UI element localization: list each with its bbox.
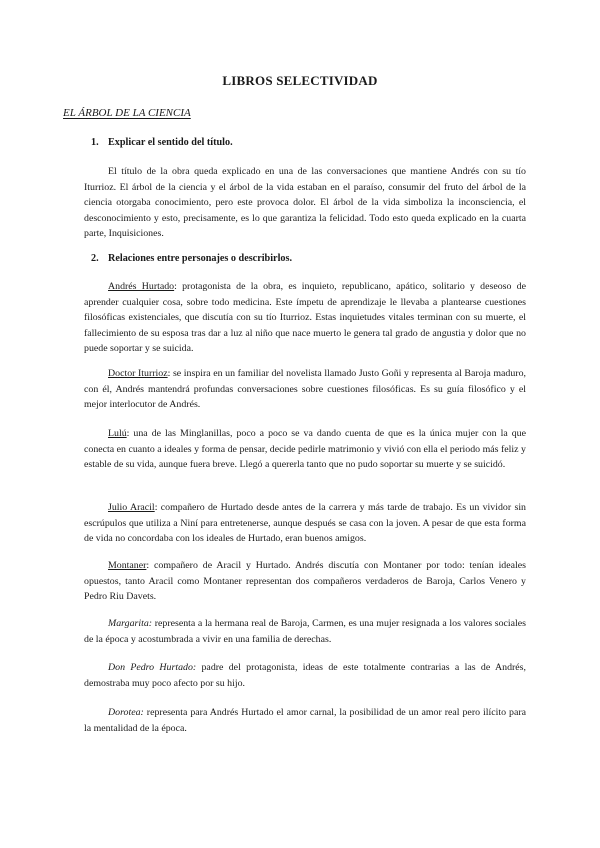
character-description: : se inspira en un familiar del novelista llamado Justo Goñi y representa al Baroja maduro, con él, Andrés mantendrá profundas conversaciones sobre cuestiones filosóficas. Es su guía filosófico y el mejor interlocutor de Andrés. (84, 368, 526, 411)
character-name: Don Pedro Hurtado: (108, 662, 197, 673)
section-heading-text: Relaciones entre personajes o describirlos. (108, 253, 293, 264)
character-paragraph-margarita (84, 616, 526, 647)
character-description: representa para Andrés Hurtado el amor carnal, la posibilidad de un amor real pero ilícito para la mentalidad de la época. (84, 707, 526, 734)
character-paragraph-dorotea (84, 705, 526, 736)
character-name: Montaner (108, 560, 147, 571)
book-title: EL ÁRBOL DE LA CIENCIA (63, 107, 191, 119)
character-description: representa a la hermana real de Baroja, Carmen, es una mujer resignada a los valores sociales de la época y acostumbrada a vivir en una familia de derechas. (84, 618, 526, 645)
section-heading-1 (91, 137, 233, 148)
section-heading-text: Explicar el sentido del título. (108, 137, 233, 148)
character-description: : compañero de Hurtado desde antes de la carrera y más tarde de trabajo. Es un vividor sin escrúpulos que utiliza a Niní para entretenerse, aunque después se casa con la joven. A pesar de que esta forma de vida no concordaba con los ideales de Hurtado, eran buenos amigos. (84, 502, 526, 545)
character-paragraph-andres (84, 279, 526, 357)
character-description: : compañero de Aracil y Hurtado. Andrés discutía con Montaner por todo: tenían ideales opuestos, tanto Aracil como Montaner representan dos compañeros verdaderos de Baroja, Carlos Venero y Pedro Riu Davets. (84, 560, 526, 603)
character-name: Julio Aracil (108, 502, 155, 513)
character-name: Andrés Hurtado (108, 281, 175, 292)
section-heading-2 (91, 253, 292, 264)
character-description: : protagonista de la obra, es inquieto, republicano, apático, solitario y deseoso de aprender cualquier cosa, sobre todo medicina. Este ímpetu de aprendizaje le llevaba a plantearse cuestiones filosóficas existenciales, que discutía con su tío Iturrioz. Estas inquietudes vitales terminan con su muerte, el fallecimiento de su esposa tras dar a luz al niño que nace muerto le genera tal grado de angustia y dolor que no puede soportar y se suicida. (84, 281, 526, 355)
character-name: Dorotea: (108, 707, 144, 718)
character-name: Lulú (108, 428, 127, 439)
document-title: LIBROS SELECTIVIDAD (222, 73, 378, 88)
section-1-paragraph: El título de la obra queda explicado en una de las conversaciones que mantiene Andrés con su tío Iturrioz. El árbol de la ciencia y el árbol de la vida estaban en el paraíso, consumir del fruto del árbol de la ciencia otorgaba conocimiento, pero este provoca dolor. El árbol de la vida simboliza la inconsciencia, el desconocimiento y esto, precisamente, es lo que garantiza la felicidad. Todo esto queda explicado en la cuarta parte, Inquisiciones. (84, 166, 526, 240)
character-paragraph-montaner (84, 558, 526, 605)
section-number: 1. (91, 137, 99, 148)
character-name: Doctor Iturrioz (108, 368, 168, 379)
character-paragraph-aracil (84, 500, 526, 547)
character-description: : una de las Minglanillas, poco a poco se va dando cuenta de que es la única mujer con la que conecta en cuanto a ideales y forma de pensar, decide pedirle matrimonio y vivió con ella el periodo más feliz y estable de su vida, aunque fuera breve. Llegó a quererla tanto que no pudo soportar su muerte y se suicidó. (84, 428, 526, 471)
character-paragraph-iturrioz (84, 366, 526, 413)
character-paragraph-don-pedro (84, 660, 526, 691)
section-number: 2. (91, 253, 99, 264)
character-description: padre del protagonista, ideas de este totalmente contrarias a las de Andrés, demostraba muy poco afecto por su hijo. (84, 662, 526, 689)
character-name: Margarita: (108, 618, 153, 629)
character-paragraph-lulu (84, 426, 526, 473)
